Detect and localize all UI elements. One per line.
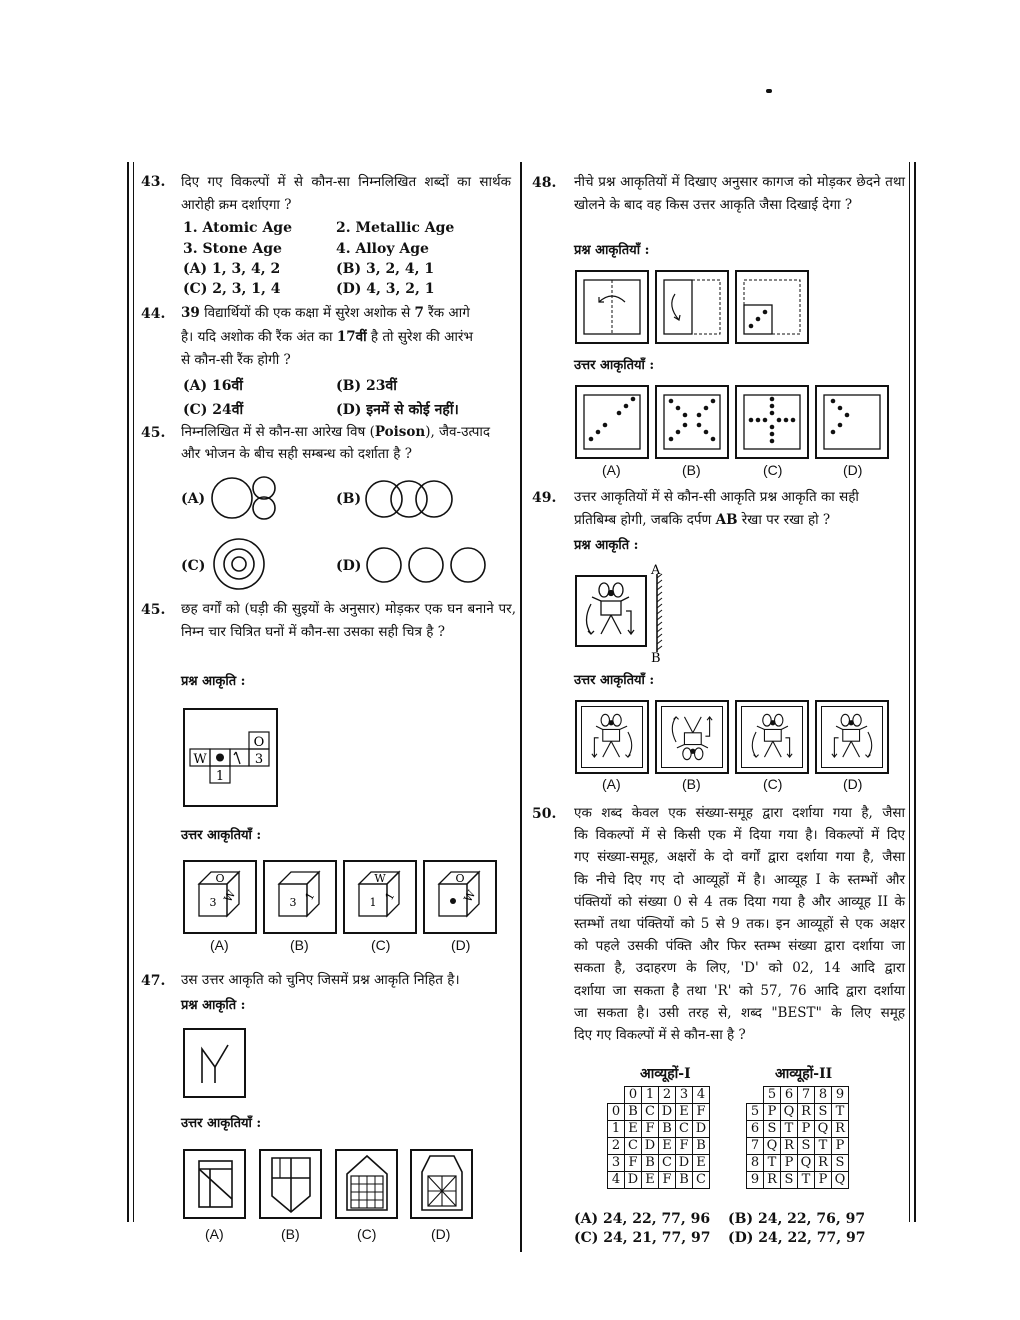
q44-n7: 7 <box>414 305 424 321</box>
q43-item-4: 4. Alloy Age <box>336 241 429 257</box>
q50-m1-cell: 0 <box>608 1104 625 1121</box>
q50-m1-cell: 0 <box>625 1087 642 1104</box>
q50-text-line: सकता है, उदाहरण के लिए, 'D' को 02, 14 आदि द्वारा <box>574 960 905 977</box>
q50-m1-cell: F <box>642 1121 659 1138</box>
q50-m1-cell: F <box>659 1172 676 1189</box>
q48-answer-figures-label: उत्तर आकृतियाँ : <box>574 358 655 373</box>
q50-text-line: जा सकता है। उसी तरह से, शब्द "BEST" के लिए समूह <box>574 1004 905 1021</box>
q48-figure-c-hole <box>770 404 775 409</box>
q44-line3: से कौन-सी रैंक होगी ? <box>181 352 291 368</box>
q48-figure-a-hole <box>596 430 601 435</box>
q45a-line1a: निम्नलिखित में से कौन-सा आरेख विष ( <box>181 424 375 440</box>
q45a-label-a[interactable]: (A) <box>181 491 206 507</box>
q48-caption-c[interactable]: (C) <box>763 462 783 478</box>
q50-m1-cell: B <box>693 1138 710 1155</box>
q48-text: नीचे प्रश्न आकृतियों में दिखाए अनुसार कागज को मोड़कर छेदने तथा खोलने के बाद वह किस उत्तर आकृति जैसा दिखाई देगा ? <box>574 174 905 213</box>
q45a-diagram-a <box>205 470 285 526</box>
q50-m2-cell: S <box>798 1138 815 1155</box>
q50-m1-cell: C <box>676 1121 693 1138</box>
q50-text-line: पंक्तियों को संख्या 0 से 4 तक दिया गया है और आव्यूह II के <box>574 893 905 910</box>
q49-figure-d <box>826 711 878 763</box>
q48-figure-c-hole <box>770 439 775 444</box>
q50-m1-cell: B <box>659 1121 676 1138</box>
frame-left-rule-inner <box>133 162 134 1222</box>
q48-figure-a-hole <box>631 397 636 402</box>
q50-m1-cell: F <box>693 1104 710 1121</box>
q45b-net-3: 3 <box>254 752 264 767</box>
q48-figure-b-hole <box>676 430 681 435</box>
q50-m2-cell: 6 <box>747 1121 764 1138</box>
q50-m2-cell: P <box>764 1104 781 1121</box>
q48-figure-b <box>661 391 723 453</box>
q47-caption-c[interactable]: (C) <box>357 1226 377 1242</box>
q47-figure-b <box>266 1154 316 1216</box>
column-divider <box>520 162 522 1252</box>
q50-m1-cell: D <box>625 1172 642 1189</box>
q49-figure-c <box>746 711 798 763</box>
q48-figure-b-hole <box>697 413 702 418</box>
q50-m2-cell: R <box>815 1155 832 1172</box>
q45a-line1 <box>181 421 516 444</box>
q48-figure-c <box>741 391 803 453</box>
q45b-cube-b-side-label: 1 <box>302 889 318 903</box>
q45b-question-figure-label: प्रश्न आकृति : <box>181 674 246 689</box>
q50-m2-cell: P <box>798 1121 815 1138</box>
q44-option-b[interactable]: (B) 23वीं <box>336 378 397 394</box>
q45b-cube-c-front-label: 1 <box>369 896 377 909</box>
q49-mirror-b: B <box>651 651 661 664</box>
q48-caption-d[interactable]: (D) <box>843 462 863 478</box>
q48-caption-a[interactable]: (A) <box>602 462 621 478</box>
q50-m1-cell: D <box>642 1138 659 1155</box>
q48-number: 48. <box>532 175 557 191</box>
q50-m1-cell: C <box>659 1155 676 1172</box>
q45a-diagram-d <box>364 545 488 587</box>
q44-line2 <box>181 326 516 349</box>
q44-n39: 39 <box>181 305 200 321</box>
q45a-label-d[interactable]: (D) <box>336 558 362 574</box>
q50-m2-row <box>747 1121 849 1138</box>
q50-text-line: कि नीचे दिए गए दो आव्यूहों में है। आव्यूह I के स्तम्भों और <box>574 871 905 888</box>
frame-left-rule-outer <box>127 162 129 1222</box>
q50-m1-cell: F <box>625 1155 642 1172</box>
q50-option-c[interactable]: (C) 24, 21, 77, 97 <box>574 1230 711 1246</box>
q47-caption-d[interactable]: (D) <box>431 1226 451 1242</box>
q50-m1-cell: 3 <box>608 1155 625 1172</box>
q50-m2-cell: T <box>764 1155 781 1172</box>
q50-m2-cell: S <box>815 1104 832 1121</box>
q50-option-d[interactable]: (D) 24, 22, 77, 97 <box>728 1230 866 1246</box>
q48-figure-d-hole <box>845 413 850 418</box>
q45b-caption-c[interactable]: (C) <box>371 937 391 953</box>
q48-figure-b-hole <box>711 399 716 404</box>
q50-m2-cell: 7 <box>798 1087 815 1104</box>
q48-figure-a-hole <box>603 423 608 428</box>
q45b-answer-figures-label: उत्तर आकृतियाँ : <box>181 828 262 843</box>
q50-m1-cell: F <box>676 1138 693 1155</box>
q48-caption-b[interactable]: (B) <box>682 462 701 478</box>
q45a-label-b[interactable]: (B) <box>336 491 362 507</box>
q44-number: 44. <box>141 306 166 322</box>
q48-figure-b-hole <box>683 413 688 418</box>
q50-m1-row <box>608 1138 710 1155</box>
q50-m1-cell: E <box>676 1104 693 1121</box>
q44-option-a[interactable]: (A) 16वीं <box>183 378 243 394</box>
q48-figure-b-hole <box>704 406 709 411</box>
q44-option-d[interactable]: (D) इनमें से कोई नहीं। <box>336 402 459 418</box>
q50-text-line: को पहले उसकी पंक्ति और फिर स्तम्भ संख्या द्वारा दर्शाया जा <box>574 938 905 955</box>
q44-line2b: है तो सुरेश की आरंभ <box>370 329 473 345</box>
q50-m2-cell: 5 <box>764 1087 781 1104</box>
q50-m2-cell: 5 <box>747 1104 764 1121</box>
q48-figure-b-hole <box>669 399 674 404</box>
q49-answer-figures-label: उत्तर आकृतियाँ : <box>574 673 655 688</box>
q47-figure-a <box>192 1157 240 1213</box>
q45a-diagram-b <box>362 476 458 522</box>
q50-option-a[interactable]: (A) 24, 22, 77, 96 <box>574 1211 711 1227</box>
q45b-cube-a-side-label: W <box>221 888 239 905</box>
q50-m1-cell: D <box>693 1121 710 1138</box>
q50-matrix1 <box>607 1086 710 1189</box>
q50-m1-cell: 1 <box>642 1087 659 1104</box>
q50-m2-cell: T <box>781 1121 798 1138</box>
q47-text: उस उत्तर आकृति को चुनिए जिसमें प्रश्न आकृति निहित है। <box>181 972 460 988</box>
q50-m1-cell: 2 <box>608 1138 625 1155</box>
q49-caption-b[interactable]: (B) <box>682 776 701 792</box>
q48-figure-b-hole <box>683 423 688 428</box>
q50-text-line: कि विकल्पों में से किसी एक में दिया गया है। विकल्पों में दिए <box>574 827 905 844</box>
q50-text-line: गए संख्या-समूह, अक्षरों के दो वर्गों द्वारा दर्शाया गया है, जैसा <box>574 849 905 866</box>
q43-option-b[interactable]: (B) 3, 2, 4, 1 <box>336 261 435 277</box>
q45b-cube-a <box>189 866 251 928</box>
q45b-cube-d-dot <box>450 898 456 904</box>
q45b-cube-c <box>349 866 411 928</box>
q49-line2b: रेखा पर रखा हो ? <box>741 512 831 528</box>
q50-m1-cell: D <box>676 1155 693 1172</box>
q47-question-figure-label: प्रश्न आकृति : <box>181 998 246 1013</box>
q50-m1-cell: E <box>659 1138 676 1155</box>
q45a-line1b: ), जैव-उत्पाद <box>425 424 491 440</box>
q48-fold-step-2 <box>661 276 723 338</box>
q45a-line2: और भोजन के बीच सही सम्बन्ध को दर्शाता है ? <box>181 446 412 462</box>
q47-answer-figures-label: उत्तर आकृतियाँ : <box>181 1116 262 1131</box>
q50-m2-cell <box>747 1087 764 1104</box>
q50-m2-cell: R <box>798 1104 815 1121</box>
q50-m2-cell: T <box>815 1138 832 1155</box>
q49-figure-a <box>586 711 638 763</box>
q50-m2-cell: R <box>781 1138 798 1155</box>
q48-figure-d <box>821 391 883 453</box>
page-marker-dot <box>766 89 772 93</box>
q50-text-line: दर्शाया जा सकता है तथा 'R' को 57, 76 आदि द्वारा दर्शाया <box>574 982 905 999</box>
q43-option-d[interactable]: (D) 4, 3, 2, 1 <box>336 281 435 297</box>
q50-m2-cell: P <box>832 1138 849 1155</box>
q47-figure-c <box>341 1152 393 1216</box>
q43-option-a[interactable]: (A) 1, 3, 4, 2 <box>183 261 281 277</box>
q43-text: दिए गए विकल्पों में से कौन-सा निम्नलिखित शब्दों का सार्थक आरोही क्रम दर्शाएगा ? <box>181 174 511 213</box>
q49-caption-c[interactable]: (C) <box>763 776 783 792</box>
q50-m2-cell: Q <box>764 1138 781 1155</box>
q49-question-figure <box>579 579 643 643</box>
q50-m1-cell: 4 <box>693 1087 710 1104</box>
q44-line1b: रैंक आगे <box>428 305 470 321</box>
q49-caption-a[interactable]: (A) <box>602 776 621 792</box>
q50-m2-cell: P <box>815 1172 832 1189</box>
q50-m1-cell: C <box>693 1172 710 1189</box>
q50-m2-cell: 8 <box>815 1087 832 1104</box>
q45b-caption-a[interactable]: (A) <box>210 937 229 953</box>
q50-m1-row <box>608 1155 710 1172</box>
q50-m1-cell: 4 <box>608 1172 625 1189</box>
q50-m2-cell: Q <box>781 1104 798 1121</box>
q50-m2-cell: 9 <box>832 1087 849 1104</box>
q48-figure-b-hole <box>669 437 674 442</box>
q45a-diagram-c <box>212 537 268 593</box>
q50-m1-cell: D <box>659 1104 676 1121</box>
q45b-cube-b-front-label: 3 <box>289 896 297 909</box>
q48-fold-step-3 <box>741 276 803 338</box>
q50-text-line: दिए गए विकल्पों में से कौन-सा है ? <box>574 1027 746 1043</box>
q48-figure-c-hole <box>763 418 768 423</box>
q50-m2-cell: 8 <box>747 1155 764 1172</box>
q50-m1-cell: 2 <box>659 1087 676 1104</box>
q45b-net-o: O <box>253 735 265 750</box>
q49-figure-b <box>666 711 718 763</box>
q49-number: 49. <box>532 490 557 506</box>
frame-right-rule-outer <box>914 162 916 1222</box>
q50-m1-cell: E <box>693 1155 710 1172</box>
q50-m2-cell: 9 <box>747 1172 764 1189</box>
q48-figure-c-hole <box>784 418 789 423</box>
q50-m2-cell: Q <box>798 1155 815 1172</box>
q50-m2-cell: 6 <box>781 1087 798 1104</box>
q50-m2-cell: T <box>832 1104 849 1121</box>
q50-m2-cell: 7 <box>747 1138 764 1155</box>
q48-figure-c-hole <box>770 411 775 416</box>
q48-figure-c-hole <box>791 418 796 423</box>
q50-m1-row <box>608 1104 710 1121</box>
q48-figure-d-hole <box>831 430 836 435</box>
q45b-caption-d[interactable]: (D) <box>451 937 471 953</box>
q50-text-line: स्तम्भों तथा पंक्तियों को 5 से 9 तक। इन आव्यूहों से एक अक्षर <box>574 916 905 932</box>
q50-m1-row <box>608 1121 710 1138</box>
q47-number: 47. <box>141 973 166 989</box>
q50-number: 50. <box>532 806 557 822</box>
q48-figure-d-hole <box>831 399 836 404</box>
q49-question-figure-label: प्रश्न आकृति : <box>574 538 639 553</box>
q50-m1-cell: B <box>625 1104 642 1121</box>
q50-m1-cell: 1 <box>608 1121 625 1138</box>
q44-n17: 17वीं <box>336 329 367 345</box>
q50-m1-cell: 3 <box>676 1087 693 1104</box>
q48-figure-b-hole <box>697 423 702 428</box>
q47-figure-d <box>416 1152 468 1216</box>
q48-figure-c-hole <box>770 432 775 437</box>
q45b-cube-d-side-label: W <box>461 888 479 905</box>
q48-figure-a-hole <box>624 404 629 409</box>
q45b-cube-c-side-label: 1 <box>382 889 398 903</box>
q45b-cube-d <box>429 866 491 928</box>
q50-m2-row <box>747 1138 849 1155</box>
q48-figure-a-hole <box>589 437 594 442</box>
q50-m2-cell: P <box>781 1155 798 1172</box>
q44-line1-text: विद्यार्थियों की एक कक्षा में सुरेश अशोक से <box>204 305 411 321</box>
q50-m2-row <box>747 1155 849 1172</box>
q44-option-c[interactable]: (C) 24वीं <box>183 402 244 418</box>
q50-m2-row <box>747 1172 849 1189</box>
q50-matrix1-title: आव्यूहों-I <box>640 1066 691 1082</box>
q49-line1: उत्तर आकृतियों में से कौन-सी आकृति प्रश्न आकृति का सही <box>574 489 859 505</box>
q45b-net <box>188 730 276 790</box>
q45b-net-1: 1 <box>215 769 225 784</box>
q48-figure-a <box>581 391 643 453</box>
q50-m1-row <box>608 1087 710 1104</box>
q50-m1-cell: B <box>676 1172 693 1189</box>
q50-m1-cell: B <box>642 1155 659 1172</box>
q49-mirror <box>645 562 675 664</box>
q43-item-3: 3. Stone Age <box>183 241 282 257</box>
q50-m2-cell: Q <box>815 1121 832 1138</box>
q45a-poison: Poison <box>374 424 426 440</box>
q45a-number: 45. <box>141 425 166 441</box>
q47-caption-b[interactable]: (B) <box>281 1226 300 1242</box>
q48-figure-c-hole <box>756 418 761 423</box>
q49-mirror-a: A <box>651 563 661 578</box>
q50-m1-row <box>608 1172 710 1189</box>
q48-figure-d-hole <box>838 406 843 411</box>
q50-m2-cell: S <box>764 1121 781 1138</box>
q50-m2-cell: Q <box>832 1172 849 1189</box>
q50-text-line: एक शब्द केवल एक संख्या-समूह द्वारा दर्शाया गया है, जैसा <box>574 805 905 821</box>
q50-m1-cell: E <box>642 1172 659 1189</box>
q50-m2-cell: T <box>798 1172 815 1189</box>
q45b-cube-b <box>269 866 331 928</box>
q48-figure-c-hole <box>749 418 754 423</box>
q45b-number: 45. <box>141 602 166 618</box>
q45b-cube-a-top-label: O <box>215 872 225 885</box>
q49-caption-d[interactable]: (D) <box>843 776 863 792</box>
q43-item-2: 2. Metallic Age <box>336 220 455 236</box>
q45b-cube-c-top-label: W <box>374 872 386 885</box>
q43-number: 43. <box>141 174 166 190</box>
q48-figure-b-hole <box>711 437 716 442</box>
q43-option-c[interactable]: (C) 2, 3, 1, 4 <box>183 281 281 297</box>
q45b-text: छह वर्गों को (घड़ी की सुइयों के अनुसार) मोड़कर एक घन बनाने पर, निम्न चार चित्रित घनों में कौन-सा उसका सही चित्र है ? <box>181 601 516 640</box>
q49-ab: AB <box>715 512 738 528</box>
q50-m2-cell: R <box>832 1121 849 1138</box>
q45b-cube-a-front-label: 3 <box>209 896 217 909</box>
q48-figure-c-hole <box>770 397 775 402</box>
q50-m1-cell: E <box>625 1121 642 1138</box>
q50-m1-cell <box>608 1087 625 1104</box>
q48-question-figures-label: प्रश्न आकृतियाँ : <box>574 243 650 258</box>
q50-matrix2-title: आव्यूहों-II <box>775 1066 833 1082</box>
q50-option-b[interactable]: (B) 24, 22, 76, 97 <box>728 1211 866 1227</box>
q49-line2a: प्रतिबिम्ब होगी, जबकि दर्पण <box>574 512 712 528</box>
q50-m1-cell: C <box>642 1104 659 1121</box>
q48-figure-b-hole <box>704 430 709 435</box>
q50-m1-cell: C <box>625 1138 642 1155</box>
q50-m2-row <box>747 1087 849 1104</box>
q48-figure-c-hole <box>770 425 775 430</box>
q48-figure-b-hole <box>676 406 681 411</box>
q48-figure-a-hole <box>617 411 622 416</box>
q44-line2a: है। यदि अशोक की रैंक अंत का <box>181 329 333 345</box>
q47-question-figure <box>190 1035 240 1091</box>
frame-right-rule-inner <box>909 162 910 1222</box>
q47-caption-a[interactable]: (A) <box>205 1226 224 1242</box>
q45b-cube-d-top-label: O <box>455 872 465 885</box>
q43-item-1: 1. Atomic Age <box>183 220 292 236</box>
q50-matrix2 <box>746 1086 849 1189</box>
q45a-label-c[interactable]: (C) <box>181 558 206 574</box>
q45b-caption-b[interactable]: (B) <box>290 937 309 953</box>
q48-figure-c-hole <box>777 418 782 423</box>
q50-m2-cell: R <box>764 1172 781 1189</box>
q44-line1 <box>181 302 516 325</box>
q45b-net-w: W <box>193 752 207 767</box>
q48-fold-step-1 <box>581 276 643 338</box>
q49-line2 <box>574 509 905 532</box>
q48-figure-d-hole <box>838 423 843 428</box>
q50-m2-row <box>747 1104 849 1121</box>
q50-m2-cell: S <box>781 1172 798 1189</box>
q50-m2-cell: S <box>832 1155 849 1172</box>
